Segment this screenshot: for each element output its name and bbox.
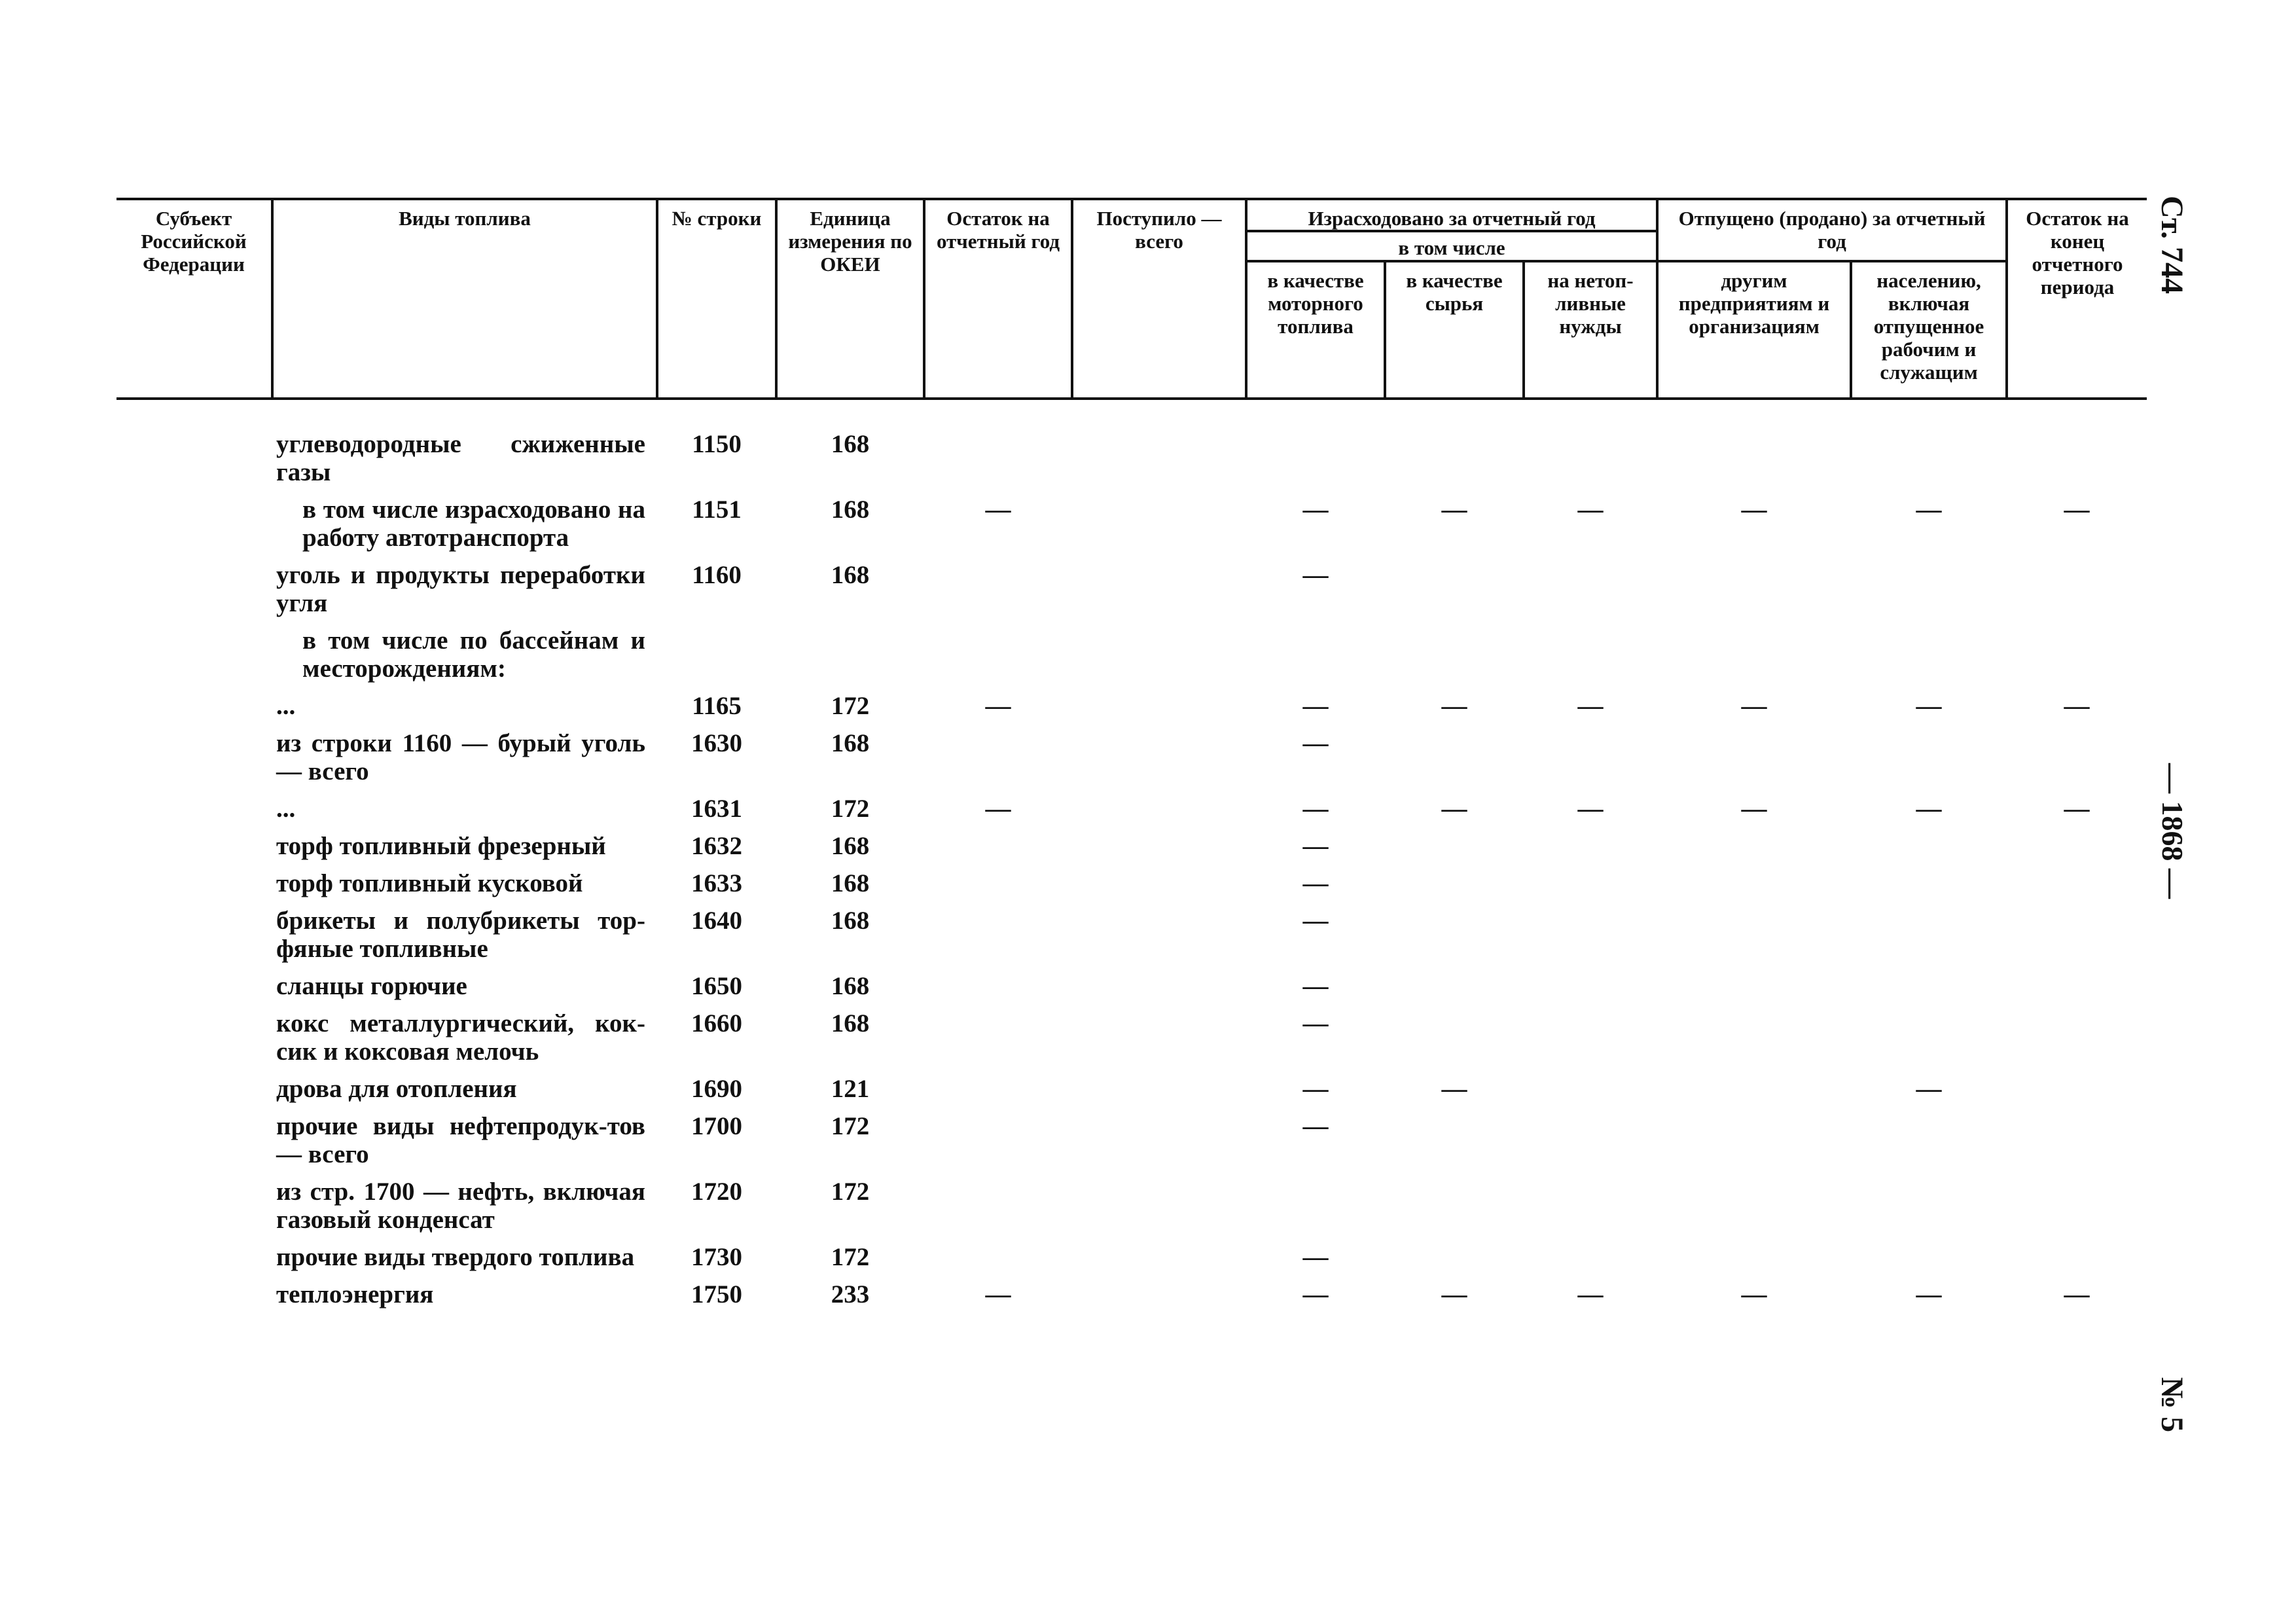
unit-code-cell: 168 — [831, 729, 870, 757]
table-row — [117, 494, 2147, 560]
fuel-name-cell: торф топливный фрезерный — [276, 832, 606, 860]
value-cell — [1524, 429, 1657, 494]
value-cell — [924, 728, 1072, 793]
col-row-no: № строки — [657, 199, 776, 399]
value-cell — [1657, 1008, 1851, 1074]
value-cell: — — [1302, 1075, 1329, 1103]
value-cell: — — [2064, 496, 2090, 524]
col-raw-material: в качестве сырья — [1385, 261, 1524, 399]
value-cell — [1072, 429, 1246, 494]
value-cell: — — [1741, 795, 1767, 823]
value-cell — [1385, 1111, 1524, 1176]
value-cell — [924, 429, 1072, 494]
row-number-cell: 1700 — [691, 1112, 742, 1140]
unit-code-cell: 168 — [831, 430, 870, 458]
value-cell — [924, 1008, 1072, 1074]
row-number-cell: 1650 — [691, 972, 742, 1000]
row-number-cell: 1690 — [691, 1075, 742, 1103]
value-cell: — — [1441, 692, 1467, 720]
unit-code-cell: 168 — [831, 869, 870, 897]
value-cell: — — [1302, 795, 1329, 823]
value-cell — [1385, 831, 1524, 868]
value-cell: — — [1441, 795, 1467, 823]
table-row — [117, 971, 2147, 1008]
value-cell: — — [1302, 972, 1329, 1000]
col-subject: Субъект Российской Федерации — [117, 199, 272, 399]
value-cell: — — [1916, 1075, 1942, 1103]
value-cell: — — [1441, 496, 1467, 524]
subject-cell — [117, 429, 272, 494]
value-cell — [924, 1242, 1072, 1279]
value-cell — [1385, 971, 1524, 1008]
row-number-cell: 1151 — [692, 496, 742, 524]
value-cell — [1524, 1111, 1657, 1176]
table-header — [117, 199, 2147, 399]
value-cell: — — [985, 692, 1011, 720]
col-motor-fuel: в качестве моторного топлива — [1246, 261, 1385, 399]
value-cell: — — [1741, 1280, 1767, 1308]
value-cell — [2007, 560, 2147, 625]
value-cell — [1385, 728, 1524, 793]
table-row — [117, 793, 2147, 831]
value-cell — [1524, 971, 1657, 1008]
value-cell — [1657, 560, 1851, 625]
value-cell — [1851, 625, 2007, 691]
table-row — [117, 560, 2147, 625]
row-number-cell: 1720 — [691, 1178, 742, 1206]
value-cell — [1657, 1176, 1851, 1242]
value-cell — [1072, 831, 1246, 868]
table-row — [117, 728, 2147, 793]
page-number: — 1868 — — [2156, 763, 2189, 899]
value-cell — [1657, 971, 1851, 1008]
fuel-name-cell: кокс металлургический, кок-сик и коксовая мелочь — [276, 1009, 645, 1066]
table-row — [117, 1008, 2147, 1074]
value-cell — [1524, 625, 1657, 691]
subject-cell — [117, 625, 272, 691]
col-received: Поступило — всего — [1072, 199, 1246, 399]
table-row — [117, 691, 2147, 728]
subject-cell — [117, 728, 272, 793]
value-cell — [1851, 1008, 2007, 1074]
value-cell — [1524, 1176, 1657, 1242]
value-cell — [1851, 1176, 2007, 1242]
value-cell — [2007, 831, 2147, 868]
table-row — [117, 429, 2147, 494]
value-cell — [924, 1176, 1072, 1242]
page-label: Ст. 744 — [2155, 196, 2189, 294]
col-fuel-types: Виды топлива — [272, 199, 657, 399]
unit-code-cell: 233 — [831, 1280, 870, 1308]
unit-code-cell: 168 — [831, 972, 870, 1000]
unit-code-cell: 172 — [831, 1112, 870, 1140]
fuel-name-cell: прочие виды нефтепродук-тов — всего — [276, 1112, 645, 1168]
table-row — [117, 625, 2147, 691]
value-cell — [1385, 560, 1524, 625]
row-number-cell: 1730 — [691, 1243, 742, 1271]
value-cell — [1246, 1176, 1385, 1242]
col-released: Отпущено (продано) за отчетный год — [1657, 199, 2007, 261]
value-cell — [924, 625, 1072, 691]
value-cell — [924, 971, 1072, 1008]
value-cell — [1851, 1242, 2007, 1279]
value-cell — [1851, 1111, 2007, 1176]
value-cell — [924, 1111, 1072, 1176]
table-row — [117, 831, 2147, 868]
value-cell — [2007, 429, 2147, 494]
subject-cell — [117, 1242, 272, 1279]
col-to-population: населению, включая отпущенное рабочим и служащим — [1851, 261, 2007, 399]
value-cell — [1072, 905, 1246, 971]
value-cell: — — [1302, 729, 1329, 757]
table-row — [117, 1176, 2147, 1242]
row-number-cell: 1633 — [691, 869, 742, 897]
col-consumed: Израсходовано за отчетный год — [1246, 199, 1657, 231]
value-cell: — — [1302, 1280, 1329, 1308]
value-cell — [1072, 971, 1246, 1008]
table-row — [117, 868, 2147, 905]
value-cell — [1385, 429, 1524, 494]
value-cell — [1851, 905, 2007, 971]
value-cell — [924, 1074, 1072, 1111]
row-number-cell: 1630 — [691, 729, 742, 757]
value-cell — [1657, 1074, 1851, 1111]
subject-cell — [117, 905, 272, 971]
value-cell — [1657, 868, 1851, 905]
value-cell — [1524, 1008, 1657, 1074]
value-cell: — — [1302, 1243, 1329, 1271]
value-cell: — — [1302, 907, 1329, 935]
col-to-enterprises: другим предприятиям и организациям — [1657, 261, 1851, 399]
value-cell — [924, 905, 1072, 971]
col-non-fuel: на нетоп-ливные нужды — [1524, 261, 1657, 399]
fuel-name-cell: прочие виды твердого топлива — [276, 1243, 635, 1271]
value-cell — [924, 560, 1072, 625]
value-cell — [1385, 1242, 1524, 1279]
fuel-name-cell: в том числе по бассейнам и месторождениям: — [302, 626, 645, 683]
value-cell: — — [1302, 1009, 1329, 1038]
value-cell — [1072, 1176, 1246, 1242]
value-cell — [1072, 691, 1246, 728]
value-cell — [1851, 971, 2007, 1008]
value-cell — [1657, 429, 1851, 494]
value-cell: — — [2064, 1280, 2090, 1308]
unit-code-cell: 168 — [831, 496, 870, 524]
fuel-name-cell: сланцы горючие — [276, 972, 467, 1000]
value-cell — [1072, 1279, 1246, 1316]
value-cell — [2007, 1242, 2147, 1279]
fuel-name-cell: ... — [276, 795, 296, 823]
unit-code-cell: 121 — [831, 1075, 870, 1103]
table-body — [117, 399, 2147, 1316]
row-number-cell: 1160 — [692, 561, 742, 589]
value-cell: — — [985, 795, 1011, 823]
table-row — [117, 905, 2147, 971]
value-cell — [1246, 625, 1385, 691]
unit-code-cell: 168 — [831, 1009, 870, 1038]
col-unit: Единица измерения по ОКЕИ — [776, 199, 924, 399]
value-cell: — — [1577, 692, 1604, 720]
unit-code-cell: 172 — [831, 795, 870, 823]
value-cell — [1072, 728, 1246, 793]
value-cell: — — [1916, 1280, 1942, 1308]
value-cell: — — [1916, 795, 1942, 823]
value-cell — [1657, 831, 1851, 868]
value-cell — [1657, 905, 1851, 971]
row-number-cell: 1632 — [691, 832, 742, 860]
subject-cell — [117, 494, 272, 560]
row-number-cell: 1150 — [692, 430, 742, 458]
value-cell — [1851, 728, 2007, 793]
value-cell — [1524, 560, 1657, 625]
col-balance-start: Остаток на отчетный год — [924, 199, 1072, 399]
value-cell — [2007, 1111, 2147, 1176]
value-cell — [1072, 494, 1246, 560]
value-cell — [2007, 1008, 2147, 1074]
value-cell: — — [1741, 692, 1767, 720]
value-cell — [2007, 905, 2147, 971]
row-number-cell: 1631 — [691, 795, 742, 823]
value-cell — [1524, 868, 1657, 905]
fuel-name-cell: торф топливный кусковой — [276, 869, 583, 897]
unit-code-cell — [776, 625, 924, 691]
value-cell: — — [1916, 692, 1942, 720]
value-cell: — — [1441, 1075, 1467, 1103]
value-cell: — — [1916, 496, 1942, 524]
value-cell — [1385, 905, 1524, 971]
value-cell — [1657, 728, 1851, 793]
unit-code-cell: 172 — [831, 1243, 870, 1271]
value-cell — [1524, 831, 1657, 868]
fuel-name-cell: дрова для отопления — [276, 1075, 517, 1103]
value-cell — [1385, 868, 1524, 905]
row-number-cell: 1165 — [692, 692, 742, 720]
subject-cell — [117, 1074, 272, 1111]
value-cell — [1524, 1242, 1657, 1279]
value-cell: — — [1441, 1280, 1467, 1308]
unit-code-cell: 168 — [831, 832, 870, 860]
issue-number: № 5 — [2155, 1377, 2189, 1433]
table-row — [117, 1242, 2147, 1279]
value-cell: — — [1741, 496, 1767, 524]
subject-cell — [117, 971, 272, 1008]
value-cell — [2007, 625, 2147, 691]
value-cell — [1851, 560, 2007, 625]
fuel-name-cell: из стр. 1700 — нефть, включая газовый конденсат — [276, 1178, 645, 1234]
value-cell: — — [1302, 496, 1329, 524]
value-cell — [1072, 1111, 1246, 1176]
value-cell — [1072, 793, 1246, 831]
fuel-name-cell: из строки 1160 — бурый уголь — всего — [276, 729, 645, 785]
value-cell — [1851, 868, 2007, 905]
value-cell — [2007, 971, 2147, 1008]
value-cell — [1851, 429, 2007, 494]
row-number-cell: 1750 — [691, 1280, 742, 1308]
subject-cell — [117, 691, 272, 728]
value-cell — [1072, 625, 1246, 691]
fuel-name-cell: ... — [276, 692, 296, 720]
value-cell — [1657, 1111, 1851, 1176]
value-cell: — — [1577, 795, 1604, 823]
row-number-cell: 1640 — [691, 907, 742, 935]
value-cell: — — [1302, 561, 1329, 589]
value-cell: — — [1302, 1112, 1329, 1140]
value-cell — [1072, 1242, 1246, 1279]
value-cell: — — [1302, 832, 1329, 860]
value-cell: — — [2064, 692, 2090, 720]
fuel-name-cell: теплоэнергия — [276, 1280, 434, 1308]
value-cell: — — [1302, 692, 1329, 720]
table-row — [117, 1279, 2147, 1316]
subject-cell — [117, 1176, 272, 1242]
value-cell — [1657, 1242, 1851, 1279]
value-cell — [1385, 625, 1524, 691]
value-cell — [1072, 560, 1246, 625]
value-cell — [1246, 429, 1385, 494]
value-cell — [2007, 1074, 2147, 1111]
value-cell: — — [1577, 1280, 1604, 1308]
value-cell: — — [1577, 496, 1604, 524]
value-cell: — — [985, 496, 1011, 524]
table-row — [117, 1074, 2147, 1111]
value-cell — [2007, 1176, 2147, 1242]
row-number-cell: 1660 — [691, 1009, 742, 1038]
subject-cell — [117, 868, 272, 905]
value-cell: — — [2064, 795, 2090, 823]
value-cell — [924, 868, 1072, 905]
value-cell — [1524, 905, 1657, 971]
fuel-name-cell: в том числе израсходовано на работу автотранспорта — [302, 496, 645, 552]
fuel-name-cell: углеводородные сжиженные газы — [276, 430, 645, 486]
value-cell — [1385, 1008, 1524, 1074]
row-number-cell — [657, 625, 776, 691]
unit-code-cell: 172 — [831, 692, 870, 720]
value-cell — [1524, 1074, 1657, 1111]
value-cell — [1385, 1176, 1524, 1242]
subject-cell — [117, 1008, 272, 1074]
subject-cell — [117, 1111, 272, 1176]
value-cell — [1072, 868, 1246, 905]
value-cell — [1072, 1008, 1246, 1074]
fuel-name-cell: уголь и продукты переработки угля — [276, 561, 645, 617]
value-cell — [924, 831, 1072, 868]
unit-code-cell: 168 — [831, 907, 870, 935]
subject-cell — [117, 831, 272, 868]
unit-code-cell: 168 — [831, 561, 870, 589]
value-cell — [1851, 831, 2007, 868]
col-including: в том числе — [1246, 231, 1657, 261]
value-cell — [1072, 1074, 1246, 1111]
value-cell — [1524, 728, 1657, 793]
unit-code-cell: 172 — [831, 1178, 870, 1206]
fuel-report-table — [117, 198, 2147, 1316]
subject-cell — [117, 793, 272, 831]
subject-cell — [117, 1279, 272, 1316]
col-balance-end: Остаток на конец отчетного периода — [2007, 199, 2147, 399]
value-cell — [2007, 728, 2147, 793]
value-cell: — — [1302, 869, 1329, 897]
value-cell: — — [985, 1280, 1011, 1308]
subject-cell — [117, 560, 272, 625]
value-cell — [2007, 868, 2147, 905]
fuel-name-cell: брикеты и полубрикеты тор-фяные топливные — [276, 907, 645, 963]
table-row — [117, 1111, 2147, 1176]
value-cell — [1657, 625, 1851, 691]
